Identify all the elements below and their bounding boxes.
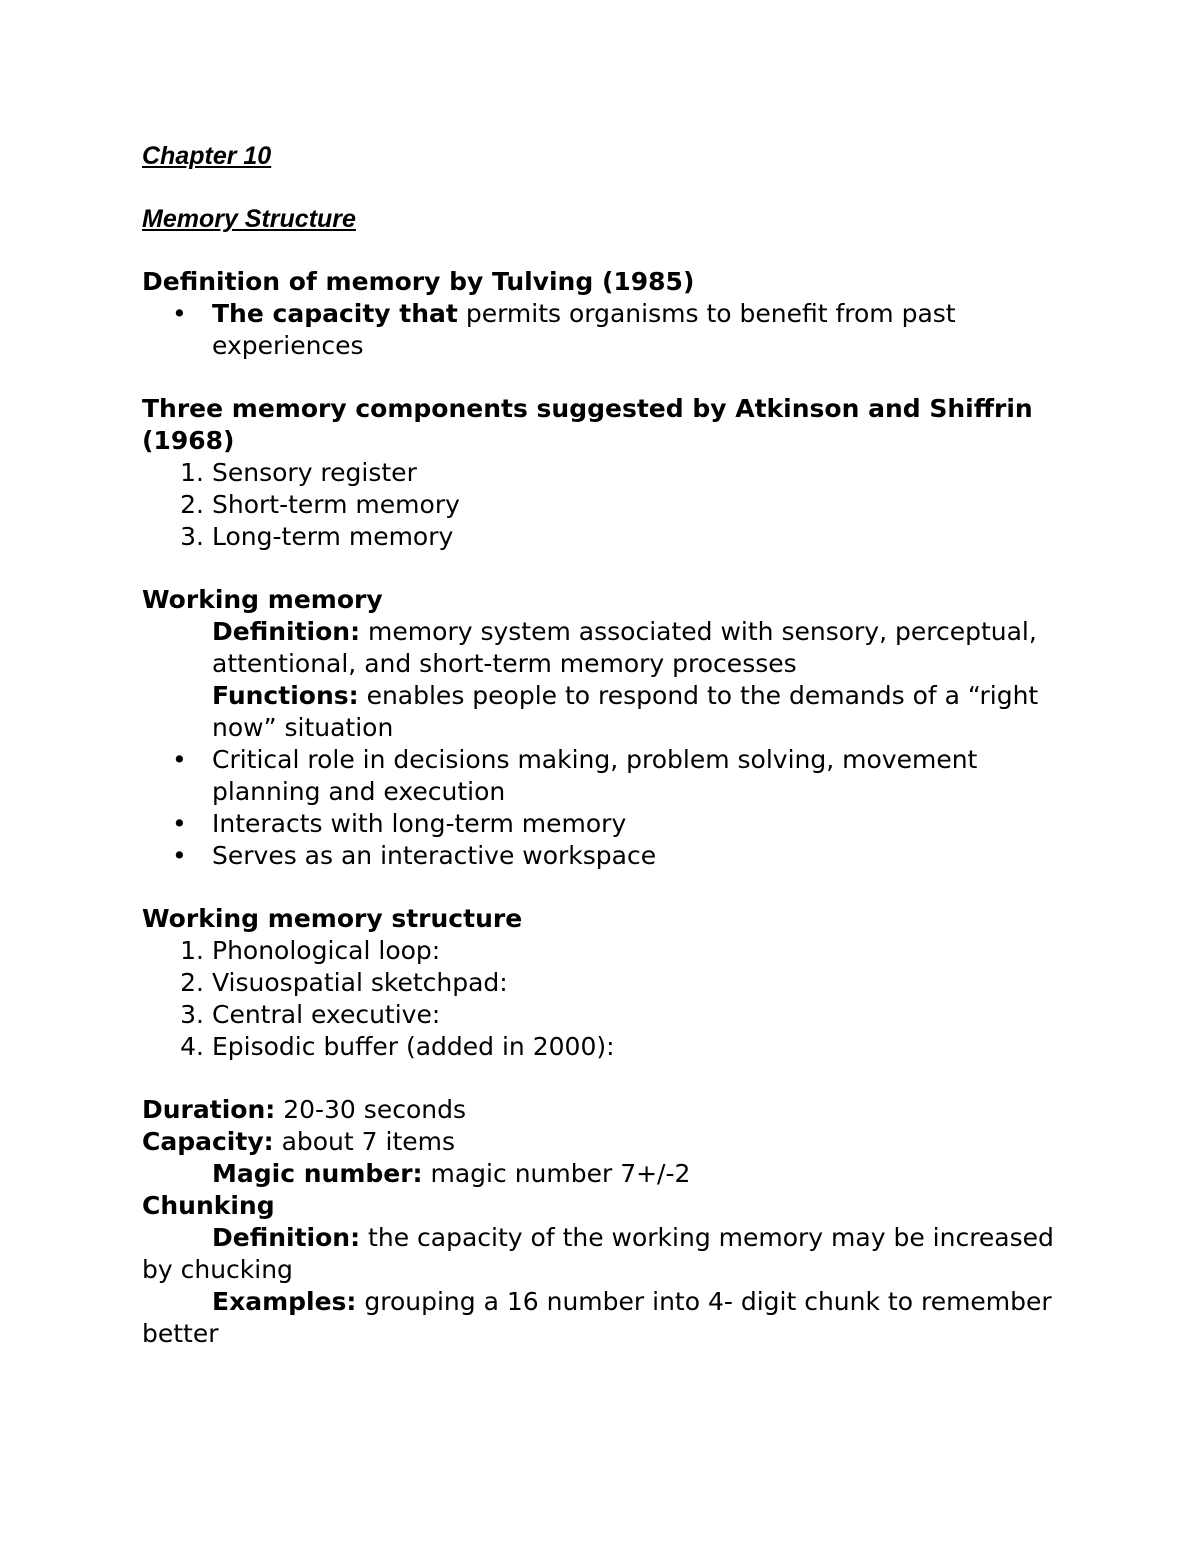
tulving-bold-text: The capacity that — [212, 299, 458, 328]
bullet-icon: • — [172, 299, 187, 328]
structure-list — [142, 935, 1072, 1063]
chunking-heading: Chunking — [142, 1191, 275, 1220]
section-title: Memory Structure — [142, 205, 356, 233]
list-item: 3. Central executive: — [180, 1000, 441, 1029]
working-memory-definition: Definition: memory system associated with sensory, perceptual, attentional, and short-term memory processes — [212, 617, 1037, 678]
structure-heading: Working memory structure — [142, 904, 523, 933]
list-item: • Critical role in decisions making, problem solving, movement planning and execution — [172, 745, 978, 806]
bullet-icon: • — [172, 841, 187, 870]
chunking-examples: Examples: grouping a 16 number into 4- digit chunk to remember better — [142, 1287, 1052, 1348]
list-item: 1. Phonological loop: — [180, 936, 441, 965]
bullet-icon: • — [172, 809, 187, 838]
list-item — [142, 298, 1072, 362]
document-page — [142, 140, 1072, 1350]
list-item-text: Short-term memory — [212, 490, 460, 519]
duration-line: Duration: 20-30 seconds — [142, 1095, 466, 1124]
atkinson-heading: Three memory components suggested by Atkinson and Shiffrin (1968) — [142, 394, 1033, 455]
list-item-text: Long-term memory — [212, 522, 454, 551]
tulving-heading: Definition of memory by Tulving (1985) — [142, 267, 695, 296]
list-item: 4. Episodic buffer (added in 2000): — [180, 1032, 615, 1061]
list-item: 1. Sensory register — [180, 458, 417, 487]
chunking-definition: Definition: the capacity of the working memory may be increased by chucking — [142, 1223, 1054, 1284]
bullet-icon: • — [172, 745, 187, 774]
list-item: 2. Visuospatial sketchpad: — [180, 968, 508, 997]
working-memory-functions: Functions: enables people to respond to the demands of a “right now” situation — [212, 681, 1039, 742]
chapter-title: Chapter 10 — [142, 142, 272, 170]
list-item: 3. Long-term memory — [180, 522, 454, 551]
list-item-text: Sensory register — [212, 458, 417, 487]
magic-number-line: Magic number: magic number 7+/-2 — [212, 1159, 691, 1188]
list-item: 2. Short-term memory — [180, 490, 460, 519]
working-memory-heading: Working memory — [142, 585, 383, 614]
tulving-bullet-list — [142, 298, 1072, 362]
tulving-text: permits organisms to benefit from past experiences — [212, 299, 956, 360]
list-item: • Serves as an interactive workspace — [172, 841, 657, 870]
working-memory-bullets — [142, 744, 1072, 872]
list-item: • Interacts with long-term memory — [172, 809, 627, 838]
capacity-line: Capacity: about 7 items — [142, 1127, 456, 1156]
atkinson-list — [142, 457, 1072, 553]
